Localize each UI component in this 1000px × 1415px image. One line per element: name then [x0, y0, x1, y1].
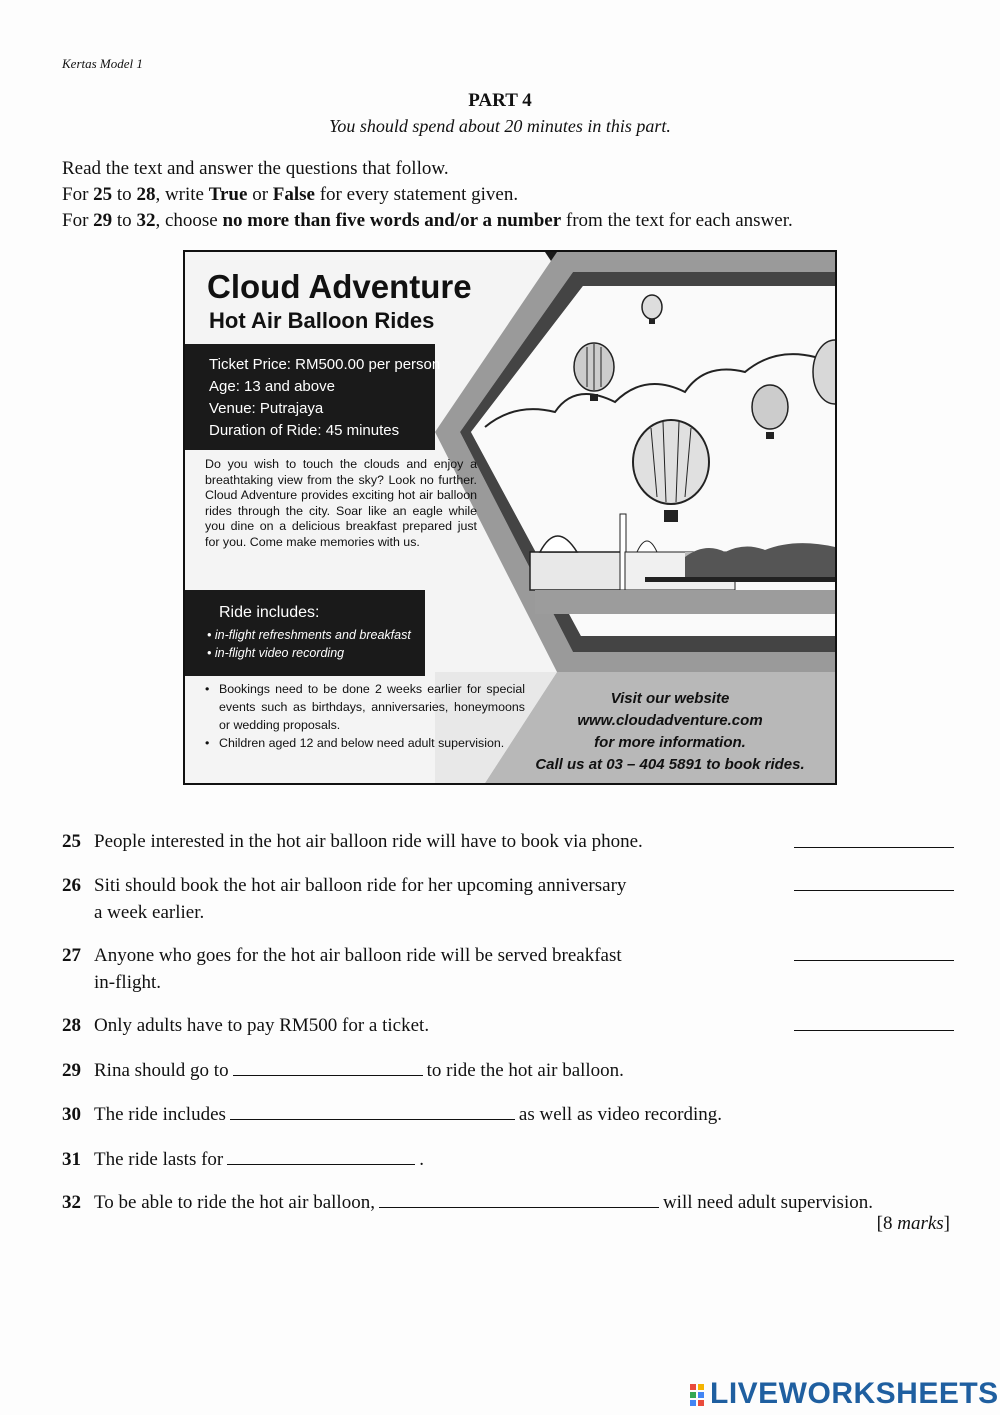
- contact-line: for more information.: [594, 734, 746, 751]
- poster-notes: [205, 680, 525, 752]
- website-link: www.cloudadventure.com: [577, 712, 763, 729]
- part-title: PART 4: [468, 90, 532, 111]
- includes-item: • in-flight refreshments and breakfast: [207, 628, 411, 642]
- paper-tag: Kertas Model 1: [62, 56, 143, 71]
- answer-blank-30[interactable]: [230, 1118, 515, 1120]
- advert-poster: [183, 250, 837, 785]
- instruction-line-2: For 25 to 28, write True or False for every statement given.: [62, 184, 519, 205]
- liveworksheets-watermark: LIVEWORKSHEETS: [690, 1377, 999, 1411]
- answer-blank-29[interactable]: [233, 1074, 423, 1076]
- marks-label: [8 marks]: [876, 1213, 950, 1234]
- age-requirement: Age: 13 and above: [209, 378, 335, 395]
- poster-subtitle: Hot Air Balloon Rides: [209, 308, 435, 333]
- answer-blank-27[interactable]: [794, 960, 954, 961]
- note-item: • Bookings need to be done 2 weeks earlier for special events such as birthdays, anniversaries, honeymoons or wedding proposals.: [205, 680, 525, 734]
- question-32: 32 To be able to ride the hot air balloon, will need adult supervision.: [62, 1192, 873, 1213]
- question-25: 25 People interested in the hot air balloon ride will have to book via phone.: [62, 828, 962, 856]
- venue: Venue: Putrajaya: [209, 400, 324, 417]
- poster-description: Do you wish to touch the clouds and enjoy a breathtaking view from the sky? Look no further. Cloud Adventure provides exciting hot air balloon rides through the city. Soar like an eagle while you dine on a delicious breakfast prepared just for you. Come make memories with us.: [205, 457, 477, 549]
- ticket-price: Ticket Price: RM500.00 per person: [209, 356, 441, 373]
- includes-item: • in-flight video recording: [207, 646, 345, 660]
- question-26: 26 Siti should book the hot air balloon ride for her upcoming anniversary a week earlier.: [62, 872, 962, 928]
- question-27: 27 Anyone who goes for the hot air balloon ride will be served breakfast in-flight.: [62, 942, 962, 998]
- phone-line: Call us at 03 – 404 5891 to book rides.: [535, 756, 805, 773]
- answer-blank-32[interactable]: [379, 1206, 659, 1208]
- contact-line: Visit our website: [610, 690, 730, 707]
- answer-blank-28[interactable]: [794, 1030, 954, 1031]
- question-30: 30 The ride includes as well as video recording.: [62, 1104, 723, 1125]
- answer-blank-26[interactable]: [794, 890, 954, 891]
- question-29: 29 Rina should go to to ride the hot air balloon.: [62, 1060, 624, 1081]
- answer-blank-31[interactable]: [227, 1163, 415, 1165]
- question-28: 28 Only adults have to pay RM500 for a ticket.: [62, 1012, 962, 1040]
- question-31: 31 The ride lasts for .: [62, 1149, 425, 1170]
- note-item: • Children aged 12 and below need adult supervision.: [205, 734, 525, 752]
- instruction-line-1: Read the text and answer the questions that follow.: [62, 158, 449, 179]
- part-subtitle: You should spend about 20 minutes in this part.: [329, 116, 671, 136]
- includes-title: Ride includes:: [219, 604, 320, 621]
- ride-duration: Duration of Ride: 45 minutes: [209, 422, 400, 439]
- liveworksheets-logo-icon: [690, 1384, 704, 1406]
- instruction-line-3: For 29 to 32, choose no more than five words and/or a number from the text for each answer.: [62, 210, 793, 231]
- answer-blank-25[interactable]: [794, 847, 954, 848]
- contact-info: [505, 688, 835, 776]
- poster-title: Cloud Adventure: [207, 268, 472, 305]
